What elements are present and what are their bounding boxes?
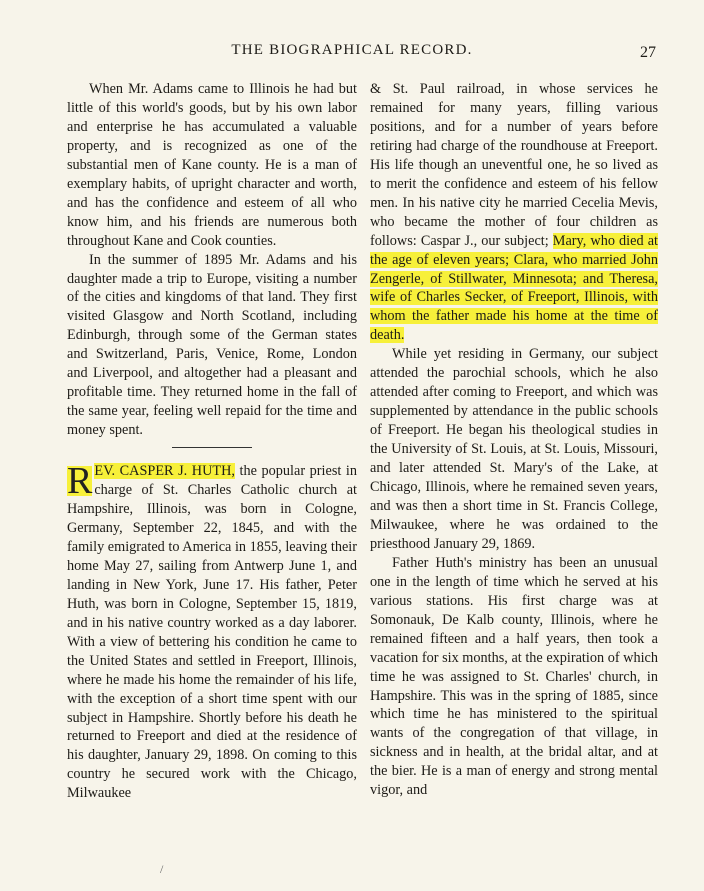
running-title: THE BIOGRAPHICAL RECORD. bbox=[231, 42, 473, 58]
page-stray-mark: / bbox=[160, 862, 164, 876]
paragraph-europe-trip: In the summer of 1895 Mr. Adams and his daughter made a trip to Europe, visiting a number of the cities and kingdoms of that land. They first visited Glasgow and North Scotland, including Edinburgh, through some of the German states and Switzerland, Paris, Venice, Rome, London and Liverpool, and altogether had a pleasant and profitable time. They returned home in the fall of the same year, feeling well repaid for the time and money spent. bbox=[67, 251, 357, 439]
paragraph-father-text: & St. Paul railroad, in whose services he remained for many years, filling various positions, and for a number of years before retiring had charge of the roundhouse at Freeport. His life though an uneventful one, he so lived as to merit the confidence and esteem of his fellow men. In his native city he married Cecelia Mevis, who became the mother of four children as follows: Caspar J., our subject; bbox=[370, 81, 658, 249]
paragraph-father-family bbox=[370, 80, 658, 345]
paragraph-huth-intro-text: the popular priest in charge of St. Charles Catholic church at Hampshire, Illinois, was born in Cologne, Germany, September 22, 1845, and with the family emigrated to America in 1855, leaving their home May 27, sailing from Antwerp June 1, and landing in New York, June 17. His father, Peter Huth, was born in Cologne, September 15, 1819, and in his native country worked as a day laborer. With a view of bettering his condition he came to the United States and settled in Freeport, Illinois, where he made his home the remainder of his life, with the exception of a short time spent with our subject in Hampshire. Shortly before his death he returned to Freeport and died at the residence of his daughter, January 29, 1898. On coming to this country he secured work with the Chicago, Milwaukee bbox=[67, 463, 357, 802]
paragraph-adams-property: When Mr. Adams came to Illinois he had but little of this world's goods, but by his own labor and enterprise he has accumulated a valuable property, and is recognized as one of the substantial men of Kane county. He is a man of exemplary habits, of upright character and worth, and has the confidence and esteem of all who know him, and his friends are numerous both throughout Kane and Cook counties. bbox=[67, 81, 357, 249]
section-divider bbox=[172, 447, 252, 448]
page-header bbox=[0, 38, 704, 62]
paragraph-huth-intro bbox=[67, 462, 357, 803]
page-number: 27 bbox=[640, 44, 656, 61]
highlighted-siblings-text: Mary, who died at the age of eleven years; Clara, who married John Zengerle, of Stillwater, Minnesota; and Theresa, wife of Charles Secker, of Freeport, Illinois, with whom the father made his home at the time of death. bbox=[370, 232, 658, 344]
subject-name-heading: EV. CASPER J. HUTH, bbox=[94, 463, 235, 480]
left-column bbox=[67, 80, 357, 803]
paragraph-education: While yet residing in Germany, our subject attended the parochial schools, which he also attended after coming to Freeport, and which was supplemented by attendance in the public schools of Freeport. He began his theological studies in the University of St. Louis, at St. Louis, Missouri, and later attended St. Mary's of the Lake, at Chicago, Illinois, where he remained seven years, and was then a short time in St. Francis College, Milwaukee, where he was ordained to the priesthood January 29, 1869. bbox=[370, 346, 658, 552]
paragraph-ministry: Father Huth's ministry has been an unusual one in the length of time which he served at his various stations. His first charge was at Somonauk, De Kalb county, Illinois, where he remained fifteen and a half years, then took a vacation for six months, at the expiration of which time he was assigned to St. Charles' church, in Hampshire. This was in the spring of 1885, since which time he has ministered to the spiritual wants of the congregation of that village, in sickness and in health, at the bridal altar, and at the bier. He is a man of energy and strong mental vigor, and bbox=[370, 554, 658, 799]
right-column bbox=[370, 80, 658, 800]
drop-cap: R bbox=[67, 460, 93, 503]
